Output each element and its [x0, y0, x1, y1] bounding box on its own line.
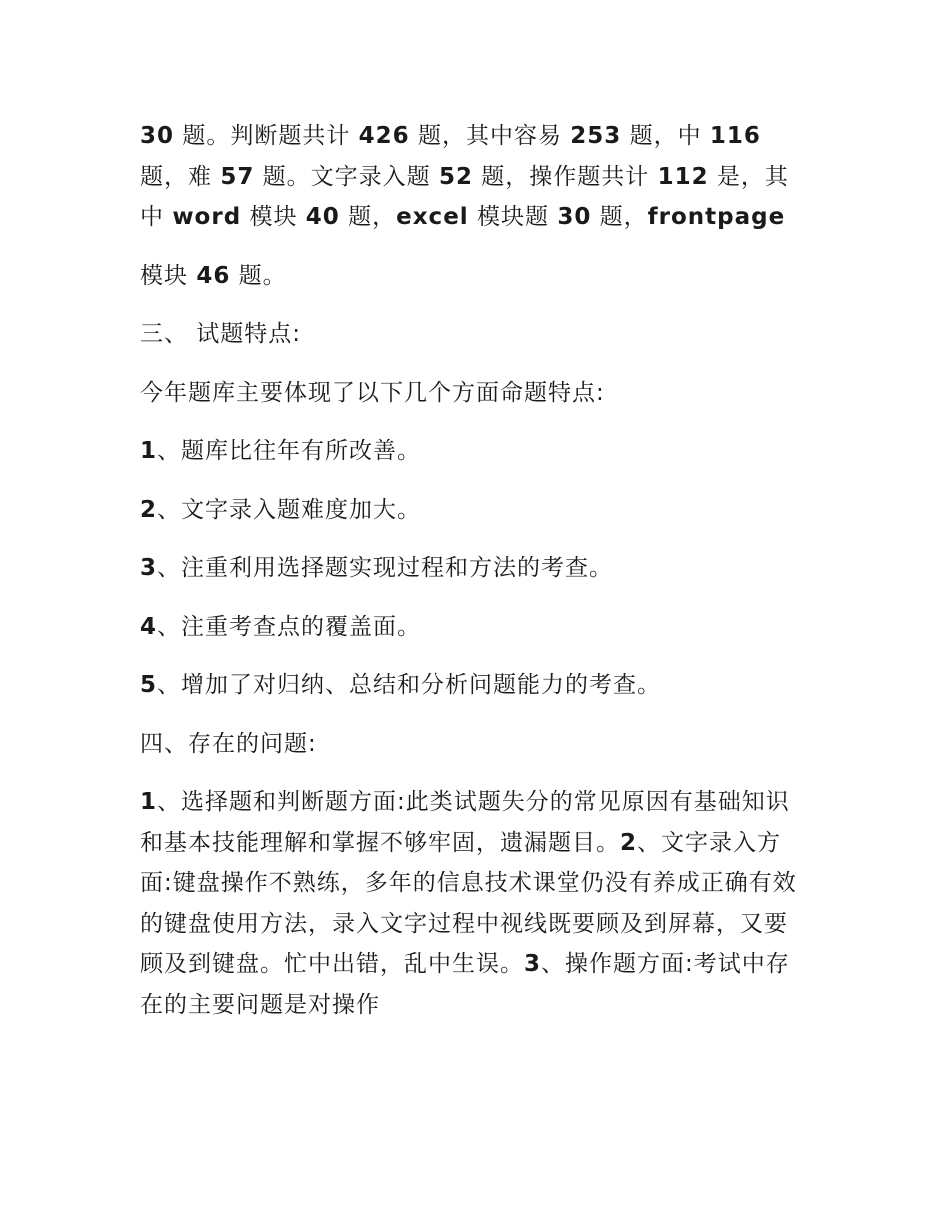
paragraph — [140, 548, 810, 589]
bold-text: frontpage — [647, 204, 786, 230]
bold-text: 3 — [140, 555, 158, 581]
body-text: 四、存在的问题: — [140, 730, 317, 757]
bold-text: 2 — [140, 496, 158, 523]
paragraph — [140, 116, 810, 238]
bold-text: 1 — [140, 438, 158, 464]
paragraph — [140, 490, 810, 531]
body-text: 题，难 — [140, 163, 221, 190]
paragraph — [140, 665, 810, 706]
body-text: 、注重利用选择题实现过程和方法的考查。 — [157, 555, 614, 581]
paragraph — [140, 724, 810, 765]
body-text: 、增加了对归纳、总结和分析问题能力的考查。 — [157, 672, 662, 698]
body-text: 题，其中容易 — [409, 123, 571, 149]
body-text: 题。判断题共计 — [174, 123, 359, 149]
bold-text: 30 — [140, 123, 175, 149]
paragraph — [140, 431, 810, 472]
body-text: 模块 — [241, 204, 306, 230]
body-text: 、选择题和判断题方面:此类试题失分的常见原因有基础知识和基本技能理解和掌握不够牢固，遗漏题目。 — [140, 789, 790, 856]
body-text: 是，其中 — [140, 163, 789, 230]
bold-text: 2 — [620, 829, 638, 856]
body-text: 、题库比往年有所改善。 — [157, 438, 422, 464]
body-text: 今年题库主要体现了以下几个方面命题特点: — [140, 379, 605, 406]
bold-text: 116 — [709, 123, 761, 149]
body-text: 题，操作题共计 — [472, 163, 658, 190]
body-text: 题， — [591, 204, 648, 230]
body-text: 、操作题方面:考试中存在的主要问题是对操作 — [140, 951, 790, 1018]
body-text: 题。 — [230, 262, 287, 289]
bold-text: 30 — [557, 204, 592, 230]
bold-text: 40 — [305, 204, 340, 230]
bold-text: word — [172, 204, 242, 230]
bold-text: 253 — [570, 123, 622, 149]
bold-text: 112 — [657, 163, 709, 190]
body-text: 、文字录入题难度加大。 — [157, 496, 422, 523]
paragraph — [140, 607, 810, 648]
body-text: 题。文字录入题 — [254, 163, 439, 190]
bold-text: 5 — [140, 672, 158, 698]
body-text: 、文字录入方面:键盘操作不熟练，多年的信息技术课堂仍没有养成正确有效的键盘使用方法，录入文字过程中视线既要顾及到屏幕，又要顾及到键盘。忙中出错，乱中生误。 — [140, 829, 797, 977]
bold-text: 3 — [524, 951, 542, 977]
document-body — [140, 116, 810, 1043]
body-text: 模块题 — [468, 204, 558, 230]
paragraph — [140, 314, 810, 355]
bold-text: 426 — [358, 123, 410, 149]
paragraph — [140, 782, 810, 1025]
paragraph — [140, 373, 810, 414]
body-text: 题， — [339, 204, 397, 230]
bold-text: 52 — [438, 163, 473, 190]
body-text: 、注重考查点的覆盖面。 — [157, 613, 422, 640]
body-text: 三、 试题特点: — [140, 321, 302, 347]
body-text: 模块 — [140, 262, 197, 289]
bold-text: 57 — [220, 163, 255, 190]
bold-text: 4 — [140, 613, 158, 640]
bold-text: excel — [396, 204, 469, 230]
bold-text: 1 — [140, 789, 158, 815]
bold-text: 46 — [196, 262, 231, 289]
body-text: 题，中 — [621, 123, 710, 149]
paragraph — [140, 256, 810, 297]
